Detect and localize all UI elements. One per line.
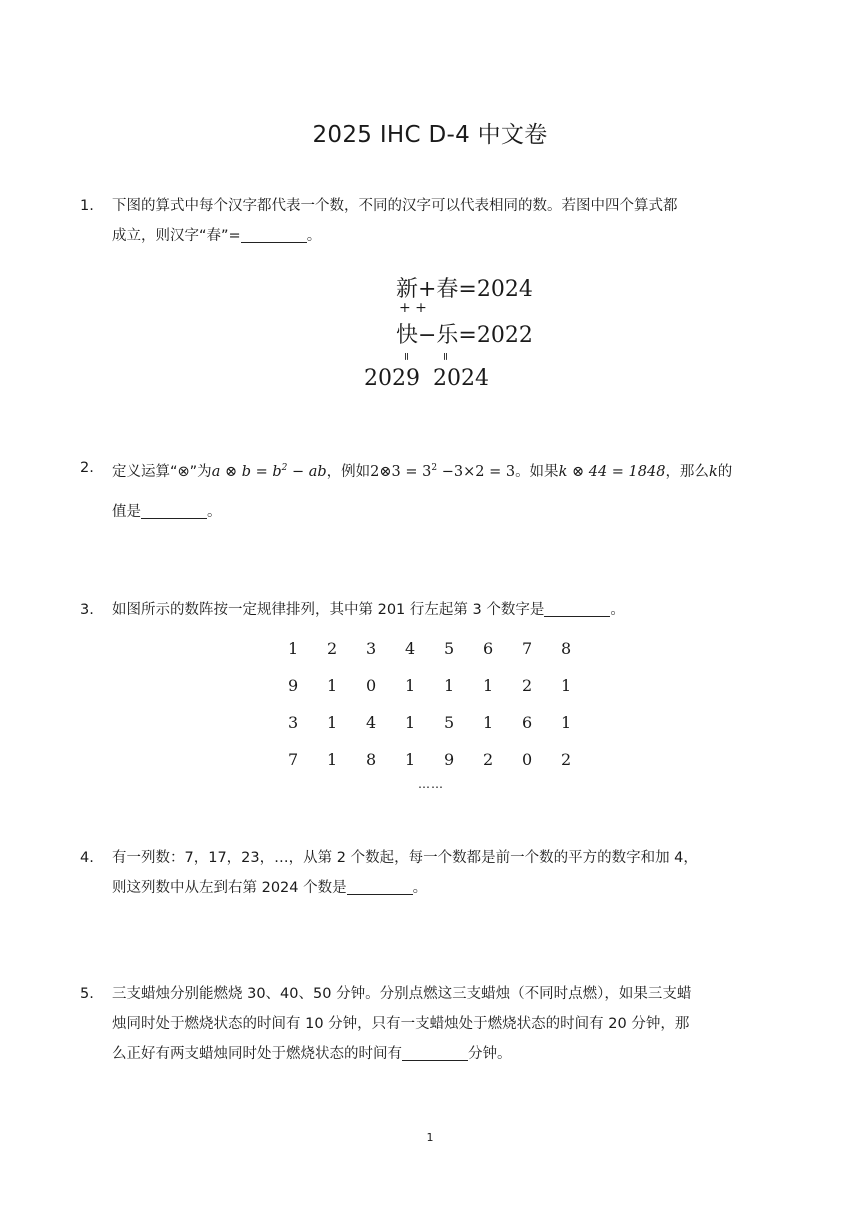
question-text: 分钟。 bbox=[468, 1046, 512, 1062]
math-part: 2⊗3 = 3 bbox=[370, 463, 432, 480]
question-text: 的 bbox=[717, 463, 733, 480]
grid-cell: 1 bbox=[483, 676, 494, 695]
grid-cell: 0 bbox=[522, 750, 533, 769]
grid-cell: 5 bbox=[444, 713, 455, 732]
grid-cell: 1 bbox=[561, 676, 572, 695]
plus-signs: + + bbox=[399, 300, 427, 316]
grid-cell: 8 bbox=[561, 639, 572, 658]
grid-cell: 1 bbox=[444, 676, 455, 695]
page-title: 2025 IHC D-4 中文卷 bbox=[312, 122, 548, 148]
grid-cell: 1 bbox=[483, 713, 494, 732]
grid-cell: 2 bbox=[483, 750, 494, 769]
math-part: a ⊗ b = b bbox=[211, 463, 282, 480]
grid-cell: 7 bbox=[288, 750, 299, 769]
result-value: 2029 bbox=[364, 366, 420, 391]
page-number: 1 bbox=[426, 1131, 434, 1144]
grid-cell: 3 bbox=[288, 713, 299, 732]
grid-cell: 6 bbox=[522, 713, 533, 732]
question-number: 3. bbox=[80, 602, 94, 618]
number-grid bbox=[282, 630, 594, 778]
question-text-line: 烛同时处于燃烧状态的时间有 10 分钟，只有一支蜡烛处于燃烧状态的时间有 20 分钟，那 bbox=[112, 1016, 690, 1032]
question-text: 么正好有两支蜡烛同时处于燃烧状态的时间有 bbox=[112, 1046, 402, 1062]
math-variable: k bbox=[708, 463, 718, 480]
question-text: 。 bbox=[412, 880, 428, 896]
question-text-line bbox=[112, 497, 800, 527]
equals-sign: = bbox=[400, 351, 414, 362]
grid-cell: 2 bbox=[327, 639, 338, 658]
grid-cell: 1 bbox=[561, 713, 572, 732]
question-text: 成立，则汉字“春”= bbox=[112, 228, 241, 244]
grid-cell: 4 bbox=[366, 713, 377, 732]
grid-cell: 3 bbox=[366, 639, 377, 658]
question-text: 。 bbox=[306, 228, 322, 244]
equation-row: 快−乐=2022 bbox=[396, 323, 533, 348]
question-1 bbox=[80, 191, 800, 251]
math-part: − ab bbox=[287, 463, 327, 480]
question-text-line: 三支蜡烛分别能燃烧 30、40、50 分钟。分别点燃这三支蜡烛（不同时点燃），如果三支蜡 bbox=[112, 986, 692, 1002]
grid-row bbox=[282, 667, 594, 704]
answer-blank[interactable] bbox=[347, 878, 413, 895]
math-definition bbox=[212, 464, 327, 480]
question-text: 。 bbox=[610, 602, 625, 618]
grid-cell: 2 bbox=[522, 676, 533, 695]
grid-cell: 1 bbox=[288, 639, 299, 658]
math-exponent: 2 bbox=[431, 463, 438, 473]
question-4 bbox=[80, 843, 800, 903]
math-exponent: 2 bbox=[281, 463, 288, 473]
question-text: ，那么 bbox=[665, 463, 709, 480]
question-text-line bbox=[112, 453, 800, 487]
math-example bbox=[370, 464, 515, 480]
grid-cell: 4 bbox=[405, 639, 416, 658]
question-text-line bbox=[112, 873, 800, 903]
grid-cell: 5 bbox=[444, 639, 455, 658]
result-value: 2024 bbox=[433, 366, 489, 391]
grid-cell: 1 bbox=[327, 676, 338, 695]
question-text-line: 下图的算式中每个汉字都代表一个数，不同的汉字可以代表相同的数。若图中四个算式都 bbox=[112, 198, 678, 214]
grid-cell: 1 bbox=[327, 750, 338, 769]
question-text: 值是 bbox=[112, 503, 141, 520]
answer-blank[interactable] bbox=[241, 226, 307, 243]
grid-cell: 8 bbox=[366, 750, 377, 769]
question-number: 4. bbox=[80, 850, 94, 866]
grid-ellipsis: …… bbox=[418, 777, 444, 791]
grid-cell: 0 bbox=[366, 676, 377, 695]
grid-cell: 2 bbox=[561, 750, 572, 769]
question-3 bbox=[80, 595, 800, 625]
question-text-line bbox=[112, 221, 800, 251]
question-2 bbox=[80, 453, 800, 527]
grid-cell: 1 bbox=[405, 750, 416, 769]
grid-cell: 1 bbox=[405, 676, 416, 695]
question-text: 定义运算“⊗”为 bbox=[112, 463, 212, 480]
answer-blank[interactable] bbox=[402, 1044, 468, 1061]
question-text: 则这列数中从左到右第 2024 个数是 bbox=[112, 880, 347, 896]
grid-row bbox=[282, 704, 594, 741]
math-part: −3×2 = 3 bbox=[437, 463, 516, 480]
question-number: 5. bbox=[80, 986, 94, 1002]
equals-sign: = bbox=[439, 351, 453, 362]
question-text-line: 有一列数：7，17，23，…，从第 2 个数起，每一个数都是前一个数的平方的数字和加 4， bbox=[112, 850, 698, 866]
grid-row bbox=[282, 741, 594, 778]
grid-cell: 1 bbox=[405, 713, 416, 732]
grid-cell: 9 bbox=[288, 676, 299, 695]
grid-cell: 9 bbox=[444, 750, 455, 769]
question-text-line bbox=[112, 1039, 800, 1069]
answer-blank[interactable] bbox=[141, 502, 207, 519]
grid-cell: 1 bbox=[327, 713, 338, 732]
answer-blank[interactable] bbox=[544, 600, 610, 617]
question-text: 。 bbox=[207, 503, 222, 520]
grid-cell: 6 bbox=[483, 639, 494, 658]
question-number: 1. bbox=[80, 198, 94, 214]
question-5 bbox=[80, 979, 800, 1069]
equation-row: 新+春=2024 bbox=[396, 277, 533, 302]
question-text: 。如果 bbox=[515, 463, 559, 480]
grid-cell: 7 bbox=[522, 639, 533, 658]
question-text: 如图所示的数阵按一定规律排列，其中第 201 行左起第 3 个数字是 bbox=[112, 602, 545, 618]
grid-row bbox=[282, 630, 594, 667]
question-number: 2. bbox=[80, 460, 94, 476]
math-condition: k ⊗ 44 = 1848 bbox=[558, 463, 666, 480]
question-text: ，例如 bbox=[326, 463, 371, 480]
